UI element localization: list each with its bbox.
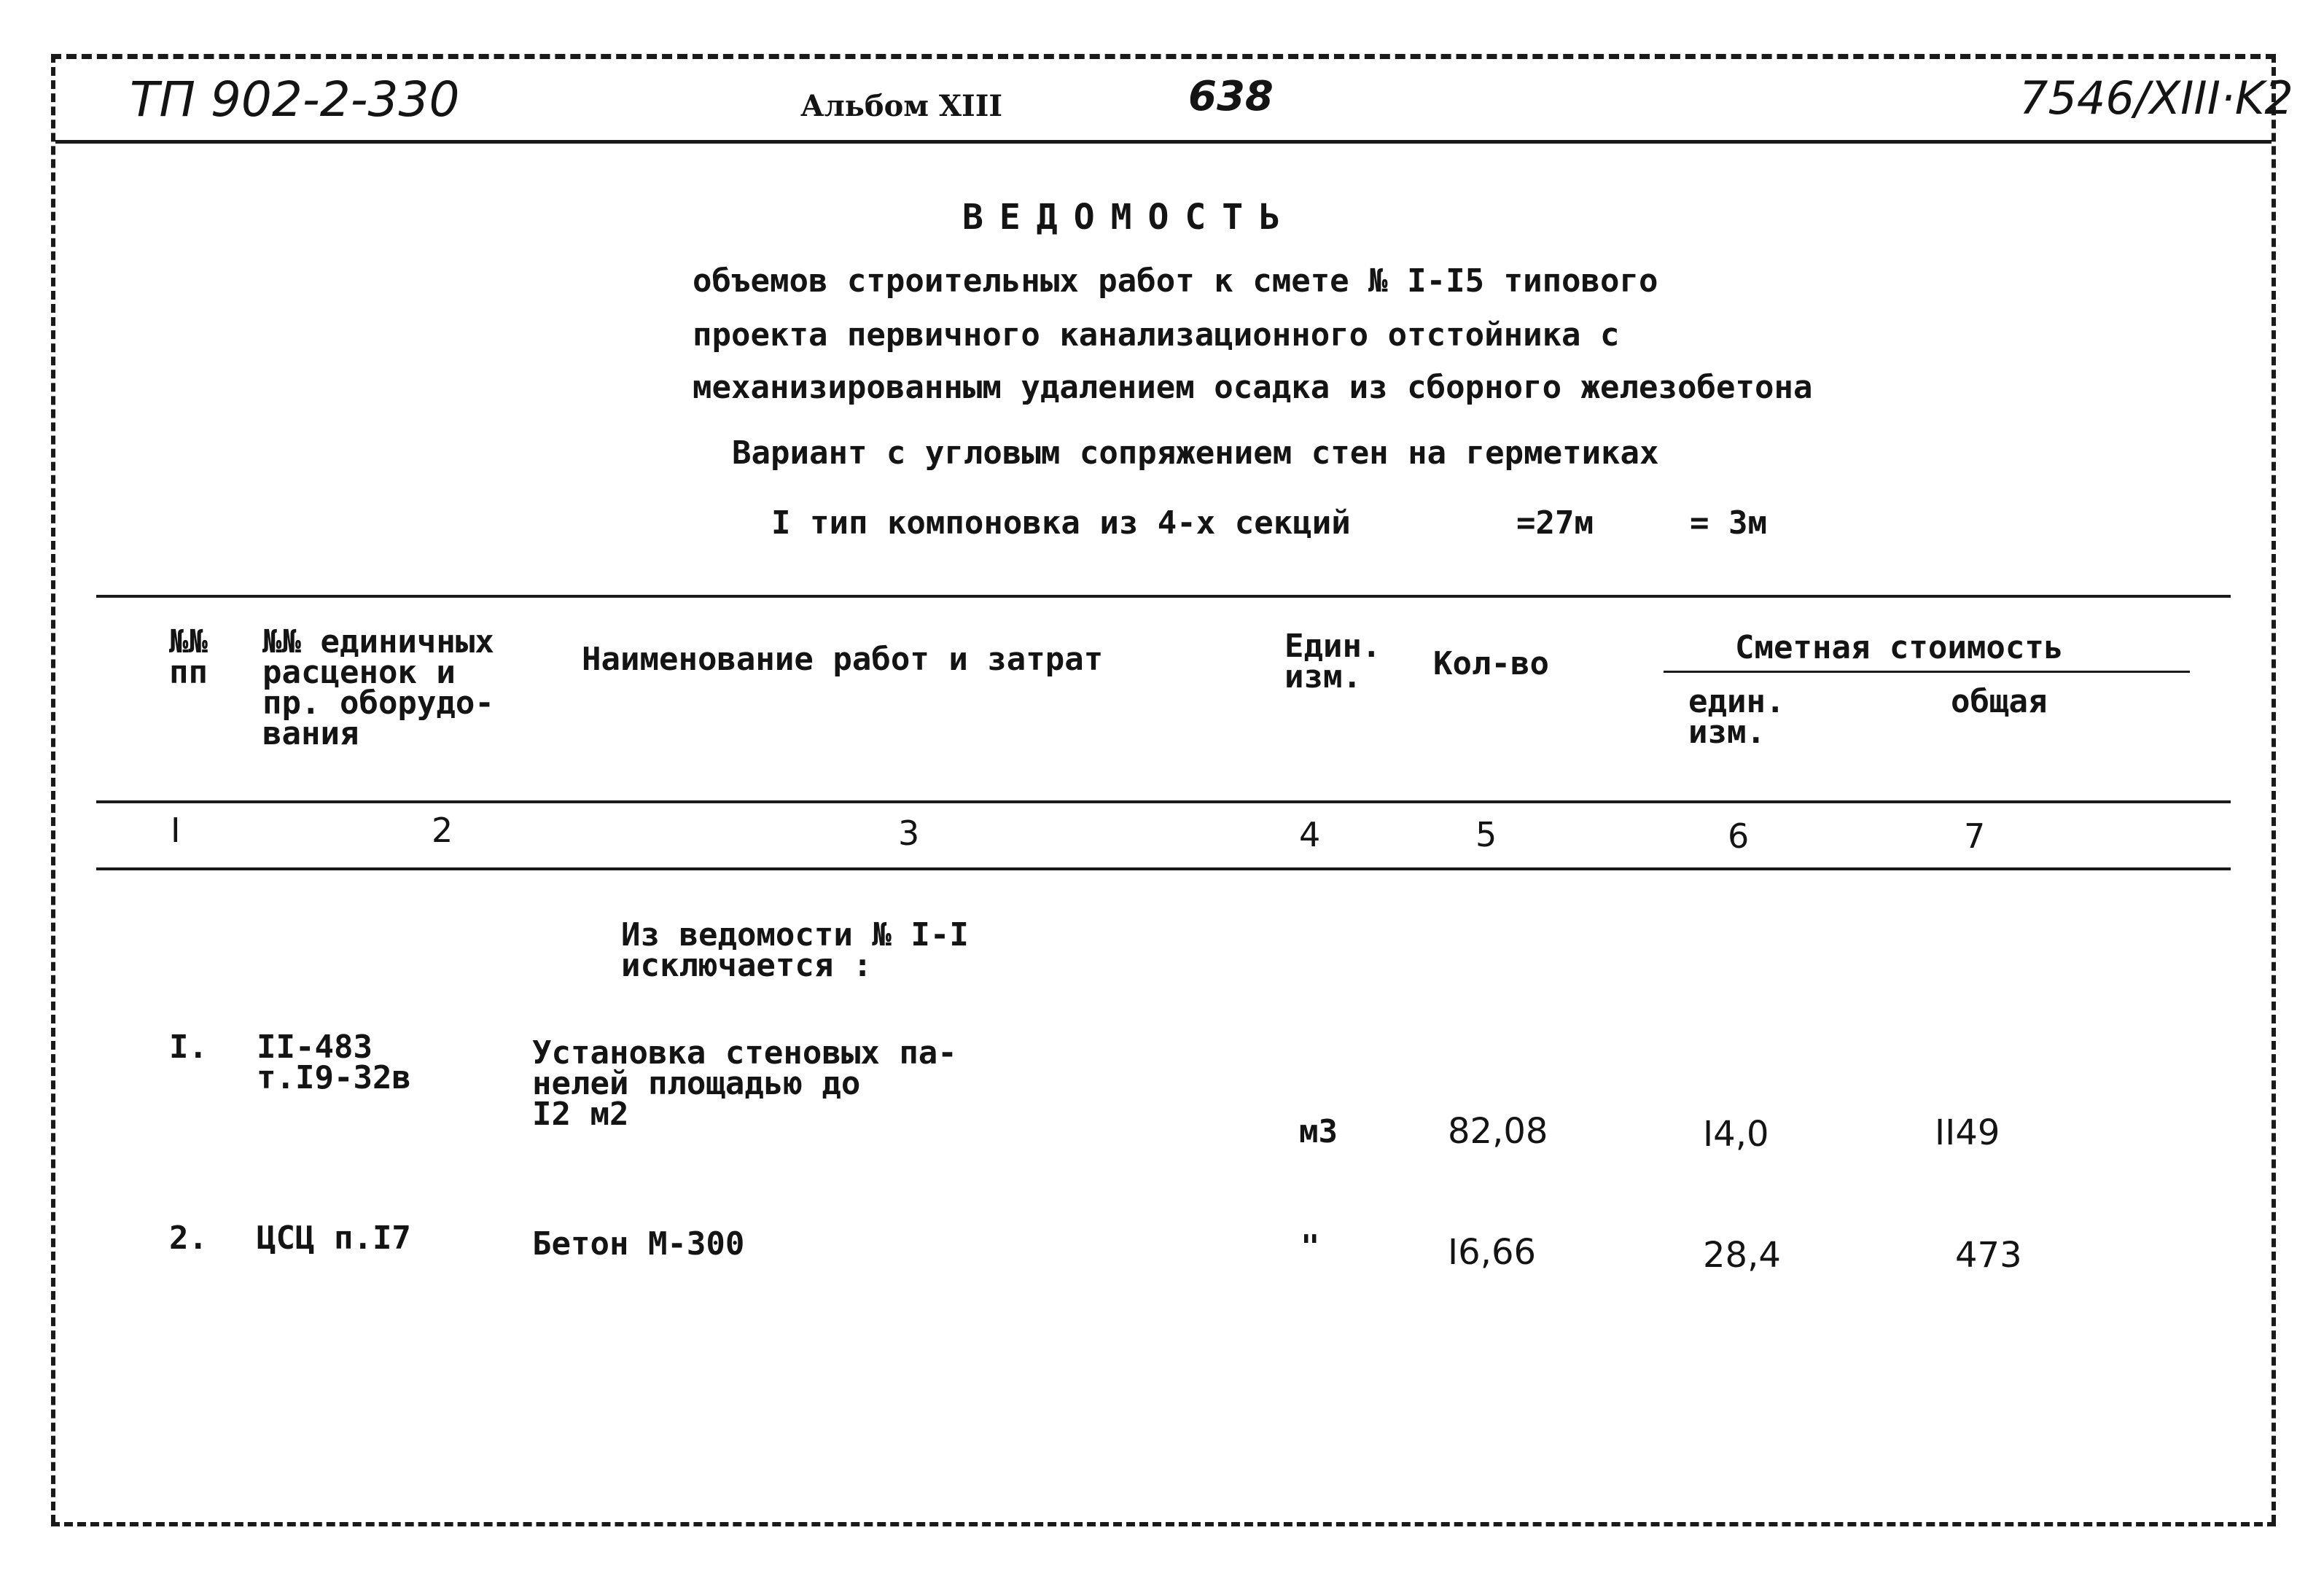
col-header-total: общая [1951, 683, 2048, 720]
col-header-code: №№ единичных расценок и пр. оборудо- вания [262, 623, 494, 752]
col-number-2: 2 [432, 811, 453, 850]
col-header-qty: Кол-во [1433, 645, 1549, 682]
dimension-1: =27м [1516, 504, 1594, 542]
row-2-unit-price: 28,4 [1703, 1235, 1781, 1276]
project-number: ТП 902-2-330 [130, 71, 460, 128]
col-header-name: Наименование работ и затрат [582, 641, 1104, 678]
document-code: 7546/XIII·K2 [2019, 71, 2293, 125]
frame-bottom-border [51, 1522, 2276, 1526]
title-line-3: механизированным удалением осадка из сборного железобетона [693, 369, 1813, 406]
page-number: 638 [1188, 73, 1274, 120]
dimension-2: = 3м [1690, 504, 1767, 542]
row-2-number: 2. [169, 1220, 208, 1257]
column-numbers-rule [96, 867, 2231, 870]
row-2-unit: " [1301, 1228, 1320, 1265]
row-1-number: I. [169, 1029, 208, 1066]
col-header-cost-group: Сметная стоимость [1735, 629, 2064, 666]
col-number-7: 7 [1964, 816, 1986, 856]
frame-top-border [51, 54, 2276, 59]
layout-line: I тип компоновка из 4-х секций [771, 504, 1351, 542]
header-divider [55, 140, 2272, 144]
row-2-code: ЦСЦ п.I7 [257, 1220, 411, 1257]
col-header-unit: Един. изм. [1284, 628, 1381, 695]
col-header-unit-price: един. изм. [1688, 683, 1785, 751]
row-1-code: II-483 т.I9-32в [257, 1029, 411, 1096]
frame-right-border [2272, 54, 2276, 1524]
row-2-name: Бетон М-300 [532, 1225, 745, 1263]
table-top-rule [96, 595, 2231, 598]
title-line-2: проекта первичного канализационного отстойника с [693, 316, 1620, 354]
row-1-name: Установка стеновых па- нелей площадью до I2 м2 [532, 1034, 957, 1133]
col-number-1: I [171, 811, 181, 850]
frame-left-border [51, 54, 55, 1524]
section-note: Из ведомости № I-I исключается : [621, 916, 969, 984]
col-number-4: 4 [1299, 815, 1321, 854]
variant-line: Вариант с угловым сопряжением стен на герметиках [732, 434, 1659, 472]
col-number-6: 6 [1728, 816, 1750, 856]
row-1-unit-price: I4,0 [1703, 1114, 1769, 1155]
row-2-total: 473 [1955, 1235, 2022, 1276]
row-2-qty: I6,66 [1448, 1232, 1537, 1273]
col-number-5: 5 [1475, 815, 1497, 854]
row-1-qty: 82,08 [1448, 1111, 1548, 1152]
title-line-1: объемов строительных работ к смете № I-I5 типового [693, 262, 1658, 300]
album-label: Альбом XIII [800, 89, 1003, 123]
header-bottom-rule [96, 800, 2231, 803]
group-header-rule [1664, 671, 2190, 673]
row-1-unit: м3 [1299, 1113, 1338, 1150]
row-1-total: II49 [1935, 1112, 2000, 1153]
col-header-no: №№ пп [169, 623, 208, 691]
document-title: ВЕДОМОСТЬ [962, 197, 1297, 238]
col-number-3: 3 [898, 814, 920, 853]
